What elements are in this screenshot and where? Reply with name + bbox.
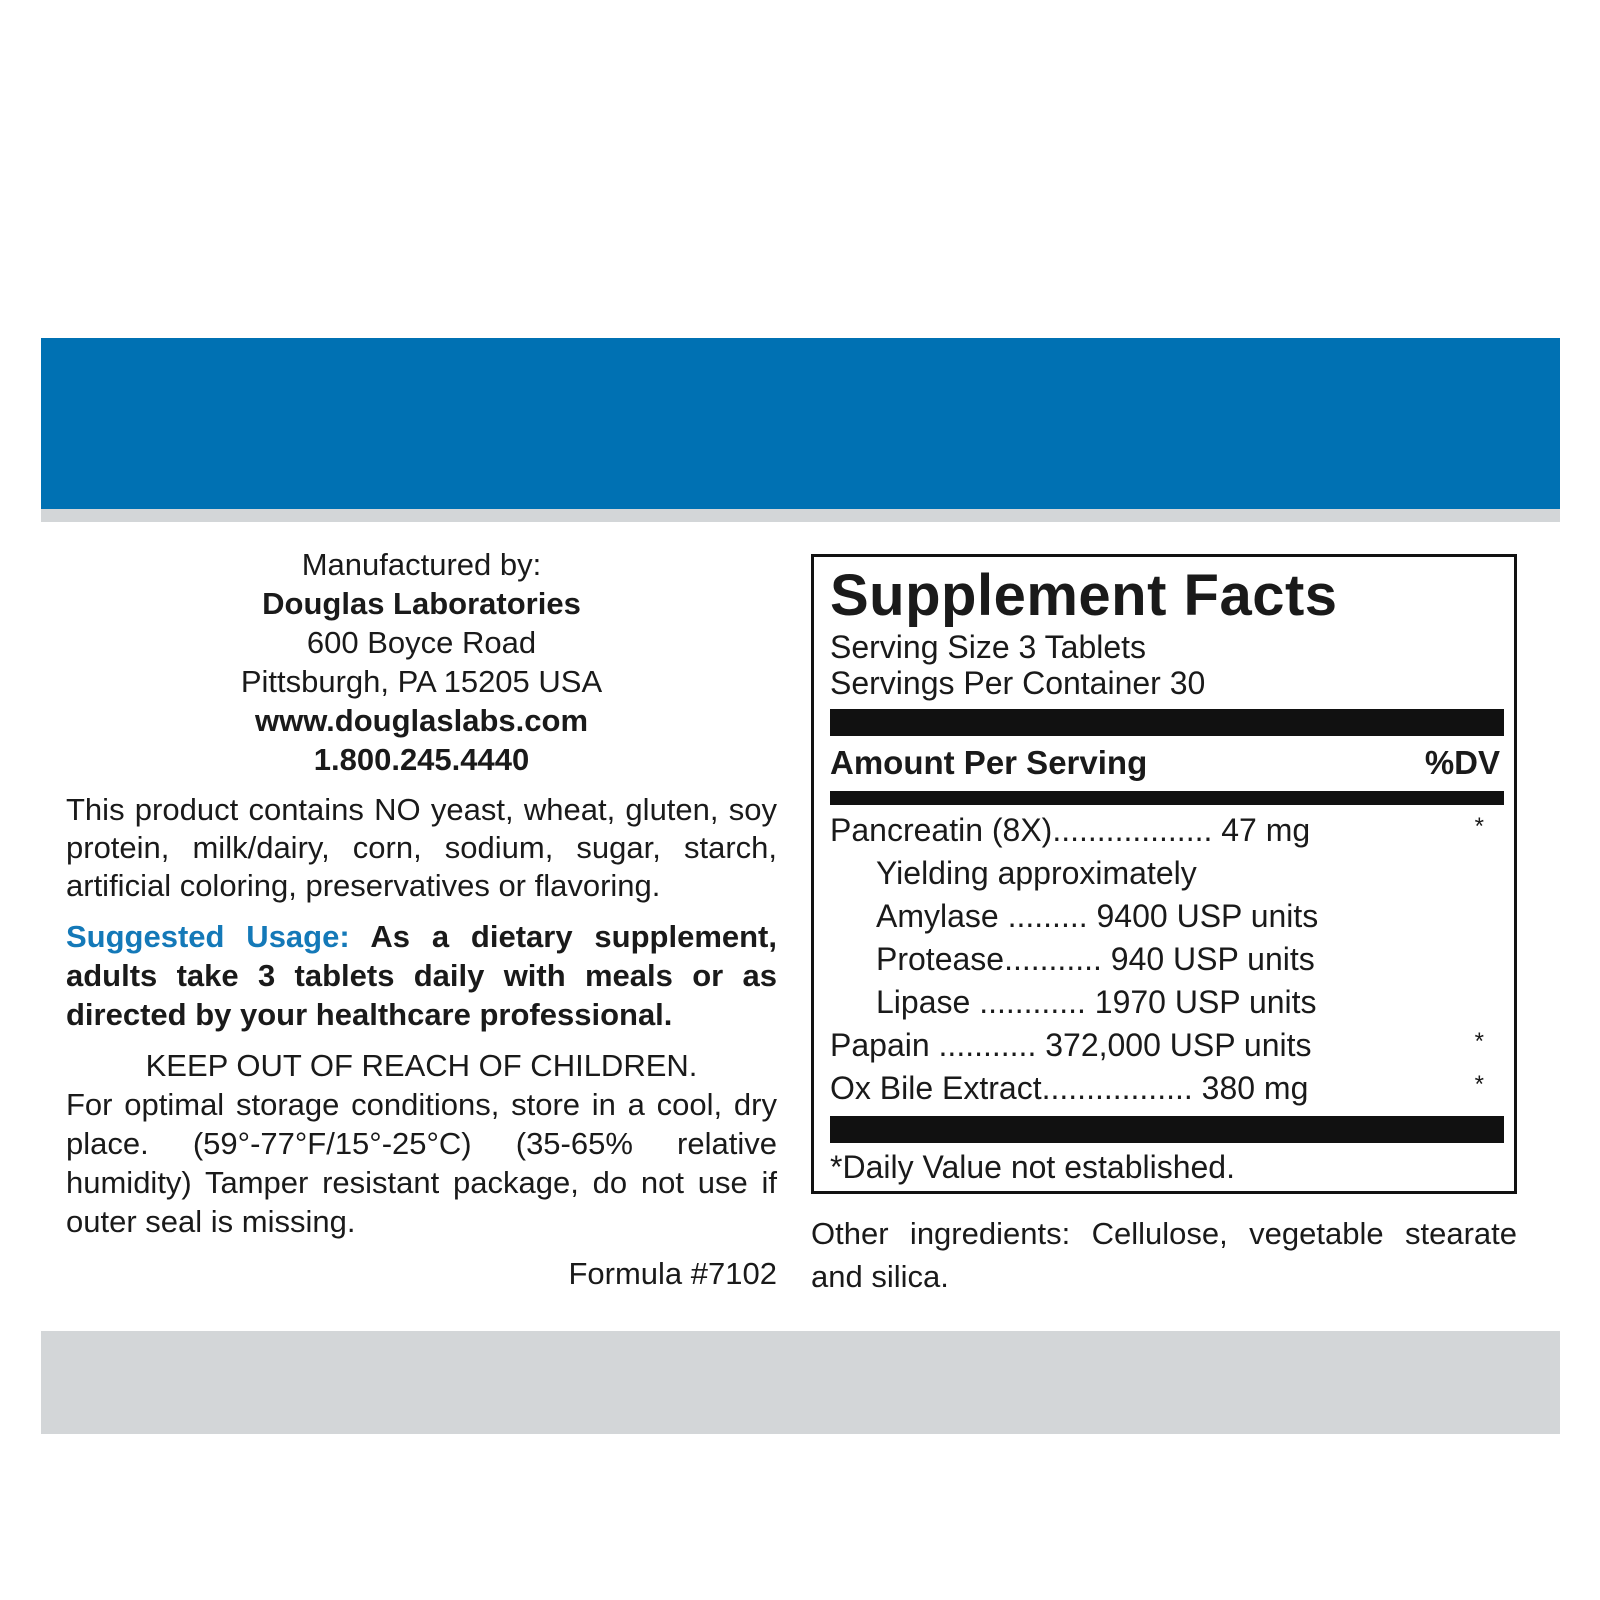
ingredient-text: Protease........... 940 USP units: [876, 941, 1315, 977]
ingredient-row: [830, 895, 1490, 938]
ingredient-row: [830, 981, 1490, 1024]
ingredient-rows: [830, 809, 1490, 1110]
ingredient-row: [830, 1024, 1490, 1067]
supplement-facts-panel: [811, 554, 1517, 1194]
other-ingredients: Other ingredients: Cellulose, vegetable stearate and silica.: [811, 1216, 1517, 1294]
ingredient-text: Pancreatin (8X).................. 47 mg: [830, 812, 1311, 848]
grey-footer-band: [41, 1331, 1560, 1434]
ingredient-text: Yielding approximately: [876, 855, 1197, 891]
dv-star: *: [1474, 813, 1484, 840]
serving-info: [830, 629, 1205, 701]
ingredient-text: Ox Bile Extract................. 380 mg: [830, 1070, 1309, 1106]
storage-instructions: For optimal storage conditions, store in a cool, dry place. (59°-77°F/15°-25°C) (35-65% relative humidity) Tamper resistant package, do not use if outer seal is missing.: [66, 1087, 777, 1239]
manufacturer-street: 600 Boyce Road: [306, 625, 537, 660]
suggested-usage-label: Suggested Usage:: [66, 919, 350, 954]
dv-star: *: [1474, 1028, 1484, 1055]
children-warning: KEEP OUT OF REACH OF CHILDREN.: [145, 1048, 698, 1083]
grey-divider-strip: [41, 509, 1560, 522]
facts-divider-bar: [830, 791, 1504, 805]
suggested-usage: [66, 917, 777, 1034]
manufacturer-city: Pittsburgh, PA 15205 USA: [240, 664, 603, 699]
contains-statement: This product contains NO yeast, wheat, gluten, soy protein, milk/dairy, corn, sodium, sugar, starch, artificial coloring, preservatives or flavoring.: [66, 792, 777, 903]
ingredient-text: Lipase ............ 1970 USP units: [876, 984, 1317, 1020]
manufacturer-block: [66, 545, 777, 779]
manufacturer-name: Douglas Laboratories: [262, 586, 581, 621]
servings-per-container: Servings Per Container 30: [830, 665, 1206, 701]
dv-star: *: [1474, 1071, 1484, 1098]
ingredient-text: Amylase ......... 9400 USP units: [876, 898, 1319, 934]
ingredient-row: [830, 809, 1490, 852]
ingredient-text: Papain ........... 372,000 USP units: [830, 1027, 1312, 1063]
blue-header-band: [41, 338, 1560, 509]
facts-divider-bar: [830, 709, 1504, 736]
amount-per-serving-header: Amount Per Serving: [830, 744, 1148, 781]
ingredient-row: [830, 938, 1490, 981]
ingredient-row: [830, 852, 1490, 895]
manufacturer-intro: Manufactured by:: [301, 547, 542, 582]
suggested-usage-text: As a dietary supplement, adults take 3 tablets daily with meals or as directed by your healthcare professional.: [66, 919, 777, 1032]
daily-value-header: %DV: [1424, 744, 1500, 781]
facts-divider-bar: [830, 1116, 1504, 1143]
formula-number: Formula #7102: [568, 1256, 777, 1291]
left-column: [66, 545, 777, 1293]
ingredient-row: [830, 1067, 1490, 1110]
manufacturer-phone: 1.800.245.4440: [313, 742, 530, 777]
serving-size: Serving Size 3 Tablets: [830, 629, 1147, 665]
daily-value-note: *Daily Value not established.: [830, 1149, 1235, 1185]
supplement-facts-title: Supplement Facts: [830, 563, 1338, 628]
manufacturer-website: www.douglaslabs.com: [254, 703, 589, 738]
